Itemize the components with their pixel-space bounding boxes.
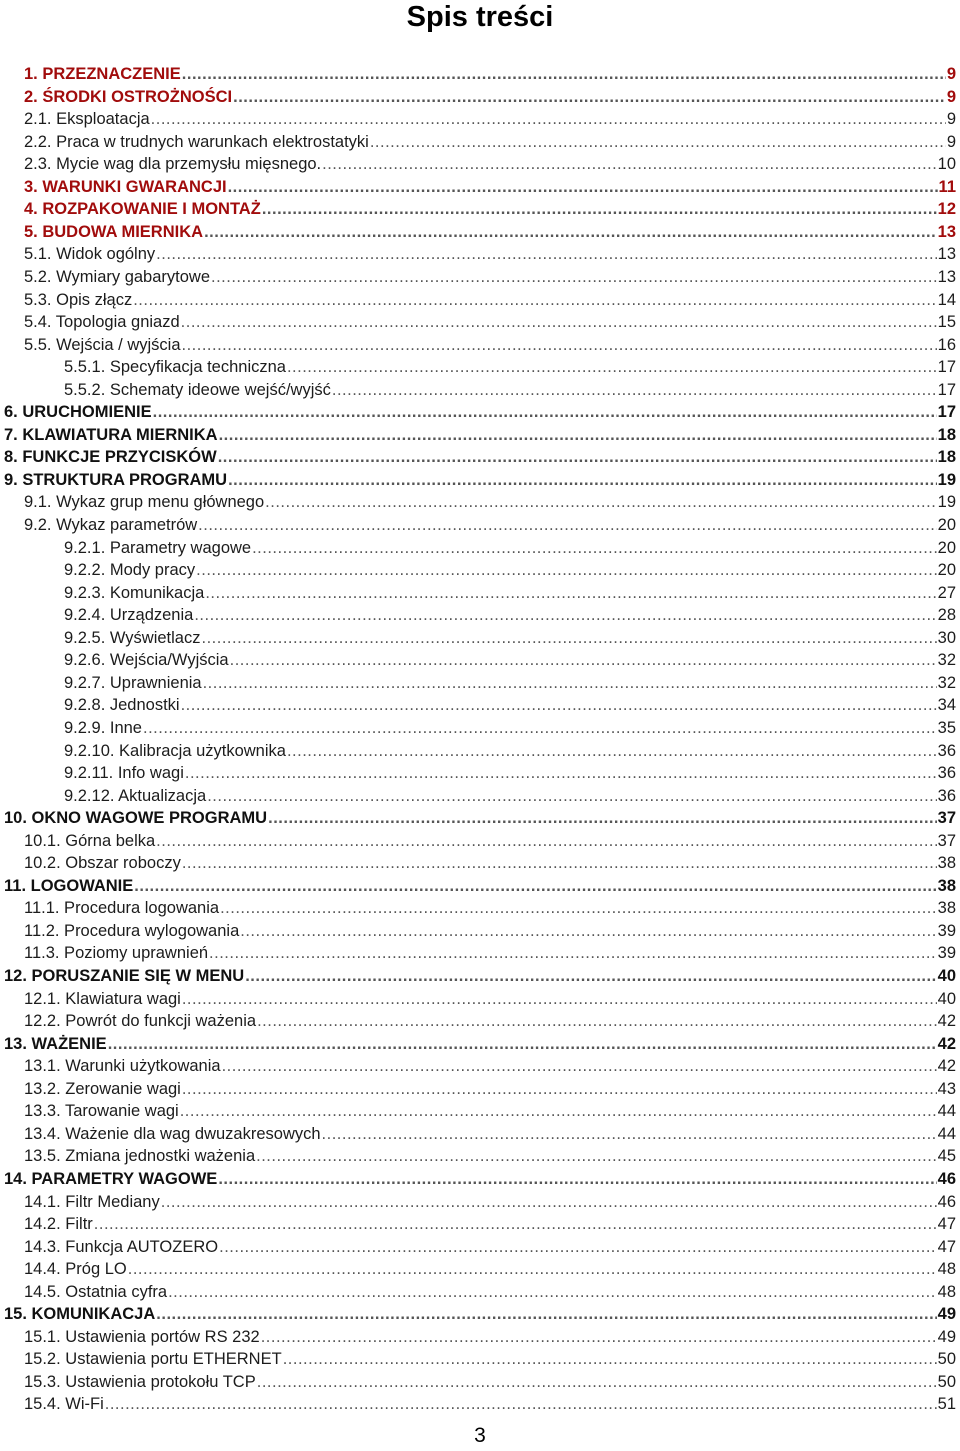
toc-entry-title: 11.2. Procedura wylogowania <box>24 921 240 940</box>
toc-dot-leader <box>268 808 937 828</box>
toc-entry-title: 11.1. Procedura logowania <box>24 899 220 918</box>
toc-entry-page: 38 <box>937 854 956 873</box>
toc-entry-title: 5.5. Wejścia / wyjścia <box>24 335 181 354</box>
toc-entry-page: 36 <box>937 764 956 783</box>
toc-entry[interactable] <box>24 1079 956 1099</box>
toc-entry-page: 39 <box>937 944 956 963</box>
toc-entry-title: 2.1. Eksploatacja <box>24 110 150 129</box>
toc-entry-page: 38 <box>937 899 956 918</box>
toc-entry[interactable] <box>24 290 956 310</box>
toc-entry-page: 38 <box>937 876 956 895</box>
toc-entry-page: 46 <box>937 1192 956 1211</box>
toc-entry[interactable] <box>4 402 956 422</box>
toc-entry[interactable] <box>24 335 956 355</box>
toc-entry[interactable] <box>24 1214 956 1234</box>
toc-dot-leader <box>133 290 936 310</box>
toc-entry-title: 9.2.3. Komunikacja <box>64 583 205 602</box>
toc-dot-leader <box>287 741 937 761</box>
toc-entry-page: 18 <box>937 448 956 467</box>
toc-entry-title: 14.4. Próg LO <box>24 1260 127 1279</box>
toc-entry-page: 50 <box>937 1350 956 1369</box>
toc-dot-leader <box>94 1214 937 1234</box>
page-number: 3 <box>474 1424 486 1447</box>
toc-entry[interactable] <box>24 1237 956 1257</box>
toc-dot-leader <box>198 515 936 535</box>
toc-entry-page: 13 <box>937 245 956 264</box>
toc-dot-leader <box>222 1056 937 1076</box>
toc-dot-leader <box>156 831 936 851</box>
toc-dot-leader <box>218 1169 936 1189</box>
toc-dot-leader <box>180 1101 937 1121</box>
toc-entry-title: 6. URUCHOMIENIE <box>4 403 152 422</box>
toc-dot-leader <box>257 1011 937 1031</box>
toc-entry[interactable] <box>24 831 956 851</box>
toc-entry-page: 17 <box>937 380 956 399</box>
toc-entry[interactable] <box>64 605 956 625</box>
toc-dot-leader <box>181 695 937 715</box>
toc-entry[interactable] <box>24 109 956 129</box>
toc-entry-page: 30 <box>937 628 956 647</box>
toc-entry[interactable] <box>24 199 956 219</box>
toc-dot-leader <box>230 650 937 670</box>
toc-entry-title: 10.1. Górna belka <box>24 831 156 850</box>
toc-dot-leader <box>287 357 937 377</box>
toc-entry-page: 17 <box>937 358 956 377</box>
toc-dot-leader <box>105 1394 937 1414</box>
toc-dot-leader <box>205 583 936 603</box>
toc-entry[interactable] <box>24 222 956 242</box>
toc-entry-page: 27 <box>937 583 956 602</box>
toc-entry-page: 49 <box>937 1305 956 1324</box>
toc-entry-page: 37 <box>937 831 956 850</box>
toc-entry[interactable] <box>24 1282 956 1302</box>
toc-dot-leader <box>218 447 937 467</box>
toc-entry[interactable] <box>64 673 956 693</box>
toc-entry-title: 14. PARAMETRY WAGOWE <box>4 1169 218 1188</box>
toc-entry[interactable] <box>4 1169 956 1189</box>
toc-entry-title: 13.3. Tarowanie wagi <box>24 1102 179 1121</box>
toc-entry-title: 12.2. Powrót do funkcji ważenia <box>24 1012 257 1031</box>
toc-entry-page: 32 <box>937 673 956 692</box>
toc-dot-leader <box>134 876 936 896</box>
toc-dot-leader <box>228 470 937 490</box>
toc-entry[interactable] <box>64 560 956 580</box>
toc-entry-page: 19 <box>937 493 956 512</box>
toc-entry-page: 19 <box>937 470 956 489</box>
toc-entry-title: 11. LOGOWANIE <box>4 876 134 895</box>
toc-dot-leader <box>245 966 936 986</box>
toc-dot-leader <box>182 1079 937 1099</box>
toc-dot-leader <box>153 402 937 422</box>
toc-dot-leader <box>204 222 937 242</box>
toc-entry-title: 10. OKNO WAGOWE PROGRAMU <box>4 809 268 828</box>
toc-dot-leader <box>322 154 937 174</box>
toc-entry-title: 5. BUDOWA MIERNIKA <box>24 222 204 241</box>
toc-entry[interactable] <box>4 1304 956 1324</box>
toc-entry-title: 5.5.2. Schematy ideowe wejść/wyjść <box>64 380 331 399</box>
toc-entry-title: 14.1. Filtr Mediany <box>24 1192 160 1211</box>
toc-entry[interactable] <box>64 357 956 377</box>
toc-entry[interactable] <box>24 154 956 174</box>
toc-dot-leader <box>209 943 937 963</box>
toc-dot-leader <box>203 673 937 693</box>
toc-entry[interactable] <box>24 1394 956 1414</box>
toc-dot-leader <box>108 1034 937 1054</box>
toc-entry-title: 9.1. Wykaz grup menu głównego <box>24 493 265 512</box>
toc-entry-title: 9.2.7. Uprawnienia <box>64 673 202 692</box>
toc-entry[interactable] <box>24 132 956 152</box>
toc-entry-page: 28 <box>937 606 956 625</box>
toc-entry-title: 5.4. Topologia gniazd <box>24 313 180 332</box>
toc-entry[interactable] <box>24 1259 956 1279</box>
toc-dot-leader <box>370 132 946 152</box>
toc-entry-title: 12. PORUSZANIE SIĘ W MENU <box>4 967 245 985</box>
toc-entry-title: 9.2.5. Wyświetlacz <box>64 628 201 647</box>
toc-entry-page: 13 <box>937 222 956 241</box>
toc-entry[interactable] <box>24 1124 956 1144</box>
toc-entry-page: 36 <box>937 741 956 760</box>
toc-dot-leader <box>257 1372 937 1392</box>
page-title: Spis treści <box>406 1 554 33</box>
toc-entry[interactable] <box>24 515 956 535</box>
toc-entry-title: 15.4. Wi-Fi <box>24 1395 104 1414</box>
toc-entry-title: 15. KOMUNIKACJA <box>4 1305 156 1324</box>
toc-entry-title: 13.4. Ważenie dla wag dwuzakresowych <box>24 1124 321 1143</box>
toc-entry[interactable] <box>4 425 956 445</box>
toc-entry[interactable] <box>24 1372 956 1392</box>
toc-entry-title: 1. PRZEZNACZENIE <box>24 65 181 83</box>
toc-dot-leader <box>201 628 936 648</box>
toc-entry[interactable] <box>24 921 956 941</box>
toc-entry-title: 9.2.1. Parametry wagowe <box>64 538 252 557</box>
toc-dot-leader <box>143 718 937 738</box>
toc-entry-title: 5.1. Widok ogólny <box>24 245 156 264</box>
toc-entry[interactable] <box>24 898 956 918</box>
toc-entry-page: 14 <box>937 290 956 309</box>
toc-entry-page: 45 <box>937 1147 956 1166</box>
toc-entry[interactable] <box>4 447 956 467</box>
toc-dot-leader <box>185 763 937 783</box>
toc-entry-title: 9. STRUKTURA PROGRAMU <box>4 470 228 489</box>
toc-entry-page: 42 <box>937 1012 956 1031</box>
toc-dot-leader <box>151 109 946 129</box>
toc-dot-leader <box>194 605 936 625</box>
toc-entry[interactable] <box>24 267 956 287</box>
toc-entry-page: 42 <box>937 1057 956 1076</box>
toc-dot-leader <box>196 560 936 580</box>
toc-entry-title: 9.2.4. Urządzenia <box>64 606 194 625</box>
toc-entry-page: 40 <box>937 967 956 985</box>
toc-entry[interactable] <box>24 312 956 332</box>
toc-entry[interactable] <box>24 1056 956 1076</box>
toc-dot-leader <box>211 267 937 287</box>
toc-entry-page: 50 <box>937 1372 956 1391</box>
toc-dot-leader <box>207 786 936 806</box>
toc-entry-title: 9.2.11. Info wagi <box>64 764 184 783</box>
toc-entry-title: 15.1. Ustawienia portów RS 232 <box>24 1327 260 1346</box>
toc-entry[interactable] <box>4 876 956 896</box>
toc-entry-title: 13.1. Warunki użytkowania <box>24 1057 221 1076</box>
toc-entry[interactable] <box>24 244 956 264</box>
toc-entry-page: 16 <box>937 335 956 354</box>
toc-entry-title: 13. WAŻENIE <box>4 1034 107 1053</box>
toc-entry-title: 14.5. Ostatnia cyfra <box>24 1282 168 1301</box>
toc-entry-page: 48 <box>937 1282 956 1301</box>
toc-entry-page: 11 <box>938 177 956 196</box>
toc-entry-title: 14.3. Funkcja AUTOZERO <box>24 1237 219 1256</box>
toc-entry-title: 5.5.1. Specyfikacja techniczna <box>64 358 286 377</box>
toc-entry-title: 9.2.2. Mody pracy <box>64 561 196 580</box>
toc-dot-leader <box>283 1349 937 1369</box>
toc-entry-title: 2. ŚRODKI OSTROŻNOŚCI <box>24 87 233 106</box>
toc-entry-title: 9.2.10. Kalibracja użytkownika <box>64 741 286 760</box>
toc-entry-page: 32 <box>937 651 956 670</box>
toc-entry-page: 37 <box>937 809 956 828</box>
toc-entry-page: 36 <box>937 786 956 805</box>
toc-entry-page: 51 <box>937 1395 956 1414</box>
toc-entry[interactable] <box>64 380 956 400</box>
toc-entry[interactable] <box>4 470 956 490</box>
toc-entry[interactable] <box>64 538 956 558</box>
toc-dot-leader <box>252 538 937 558</box>
toc-entry[interactable] <box>64 763 956 783</box>
toc-entry[interactable] <box>24 943 956 963</box>
toc-dot-leader <box>261 1327 937 1347</box>
toc-entry-page: 20 <box>937 516 956 534</box>
toc-entry[interactable] <box>24 177 956 197</box>
toc-dot-leader <box>168 1282 937 1302</box>
toc-entry-page: 44 <box>937 1102 956 1121</box>
toc-entry[interactable] <box>24 1146 956 1166</box>
toc-entry[interactable] <box>24 989 956 1009</box>
toc-entry-page: 35 <box>937 718 956 737</box>
toc-entry[interactable] <box>24 1327 956 1347</box>
toc-entry-title: 15.2. Ustawienia portu ETHERNET <box>24 1350 282 1369</box>
toc-dot-leader <box>322 1124 937 1144</box>
toc-entry-title: 2.2. Praca w trudnych warunkach elektrostatyki <box>24 132 369 151</box>
toc-dot-leader <box>240 921 936 941</box>
toc-entry-title: 3. WARUNKI GWARANCJI <box>24 177 227 196</box>
toc-entry[interactable] <box>4 1034 956 1054</box>
toc-dot-leader <box>233 87 946 107</box>
toc-entry-page: 39 <box>937 921 956 940</box>
toc-entry-page: 47 <box>937 1215 956 1234</box>
toc-entry-title: 9.2.8. Jednostki <box>64 696 180 715</box>
toc-entry[interactable] <box>64 583 956 603</box>
toc-entry[interactable] <box>4 808 956 828</box>
toc-entry-page: 9 <box>946 110 956 129</box>
toc-entry[interactable] <box>24 1011 956 1031</box>
toc-entry-title: 9.2.12. Aktualizacja <box>64 786 207 805</box>
toc-entry-title: 10.2. Obszar roboczy <box>24 854 181 873</box>
toc-entry[interactable] <box>24 1349 956 1369</box>
toc-entry[interactable] <box>64 786 956 806</box>
toc-entry-page: 12 <box>937 200 956 219</box>
toc-entry-page: 10 <box>937 155 956 174</box>
toc-dot-leader <box>182 335 937 355</box>
toc-entry-page: 20 <box>937 538 956 557</box>
toc-entry-page: 40 <box>937 989 956 1008</box>
toc-entry-page: 18 <box>937 425 956 444</box>
toc-entry-title: 11.3. Poziomy uprawnień <box>24 944 209 963</box>
toc-dot-leader <box>219 425 937 445</box>
toc-entry-title: 7. KLAWIATURA MIERNIKA <box>4 425 218 444</box>
toc-dot-leader <box>181 312 937 332</box>
toc-entry-title: 2.3. Mycie wag dla przemysłu mięsnego. <box>24 155 322 174</box>
toc-dot-leader <box>228 177 938 197</box>
toc-entry[interactable] <box>4 966 956 986</box>
toc-entry-page: 43 <box>937 1079 956 1098</box>
toc-entry-page: 44 <box>937 1124 956 1143</box>
toc-dot-leader <box>128 1259 937 1279</box>
toc-entry-page: 42 <box>937 1034 956 1053</box>
toc-dot-leader <box>219 1237 937 1257</box>
toc-entry[interactable] <box>64 650 956 670</box>
toc-entry[interactable] <box>24 853 956 873</box>
toc-dot-leader <box>220 898 937 918</box>
toc-dot-leader <box>256 1146 937 1166</box>
toc-dot-leader <box>182 64 946 84</box>
toc-entry[interactable] <box>24 492 956 512</box>
toc-dot-leader <box>332 380 937 400</box>
toc-entry-page: 9 <box>946 65 956 83</box>
toc-entry-title: 12.1. Klawiatura wagi <box>24 989 181 1008</box>
toc-dot-leader <box>182 989 937 1009</box>
toc-entry[interactable] <box>24 1101 956 1121</box>
toc-dot-leader <box>265 492 936 512</box>
toc-entry-title: 13.2. Zerowanie wagi <box>24 1079 181 1098</box>
toc-entry-page: 9 <box>946 132 956 151</box>
toc-dot-leader <box>161 1192 937 1212</box>
toc-entry-page: 46 <box>937 1169 956 1188</box>
toc-entry[interactable] <box>64 628 956 648</box>
toc-entry[interactable] <box>64 695 956 715</box>
toc-entry-title: 15.3. Ustawienia protokołu TCP <box>24 1372 256 1391</box>
toc-entry-title: 5.3. Opis złącz <box>24 290 133 309</box>
toc-entry-page: 49 <box>937 1327 956 1346</box>
toc-entry-title: 4. ROZPAKOWANIE I MONTAŻ <box>24 200 261 219</box>
toc-dot-leader <box>156 244 936 264</box>
toc-entry-page: 13 <box>937 267 956 286</box>
toc-entry[interactable] <box>24 1192 956 1212</box>
toc-dot-leader <box>182 853 937 873</box>
toc-entry-page: 20 <box>937 561 956 580</box>
toc-entry-title: 9.2.9. Inne <box>64 718 142 737</box>
toc-entry-page: 34 <box>937 696 956 715</box>
toc-entry[interactable] <box>24 87 956 107</box>
toc-entry[interactable] <box>64 741 956 761</box>
toc-entry-page: 47 <box>937 1237 956 1256</box>
toc-entry-page: 9 <box>946 87 956 106</box>
toc-dot-leader <box>262 199 937 219</box>
toc-entry-page: 15 <box>937 313 956 332</box>
toc-entry-title: 13.5. Zmiana jednostki ważenia <box>24 1147 256 1166</box>
toc-entry-page: 48 <box>937 1260 956 1279</box>
toc-entry-page: 17 <box>937 403 956 422</box>
toc-entry[interactable] <box>64 718 956 738</box>
toc-entry-title: 14.2. Filtr <box>24 1215 93 1234</box>
toc-entry-title: 5.2. Wymiary gabarytowe <box>24 267 211 286</box>
toc-entry-title: 8. FUNKCJE PRZYCISKÓW <box>4 448 217 467</box>
toc-dot-leader <box>156 1304 936 1324</box>
toc-entry-title: 9.2. Wykaz parametrów <box>24 516 198 534</box>
toc-entry[interactable] <box>24 64 956 84</box>
toc-entry-title: 9.2.6. Wejścia/Wyjścia <box>64 651 229 670</box>
